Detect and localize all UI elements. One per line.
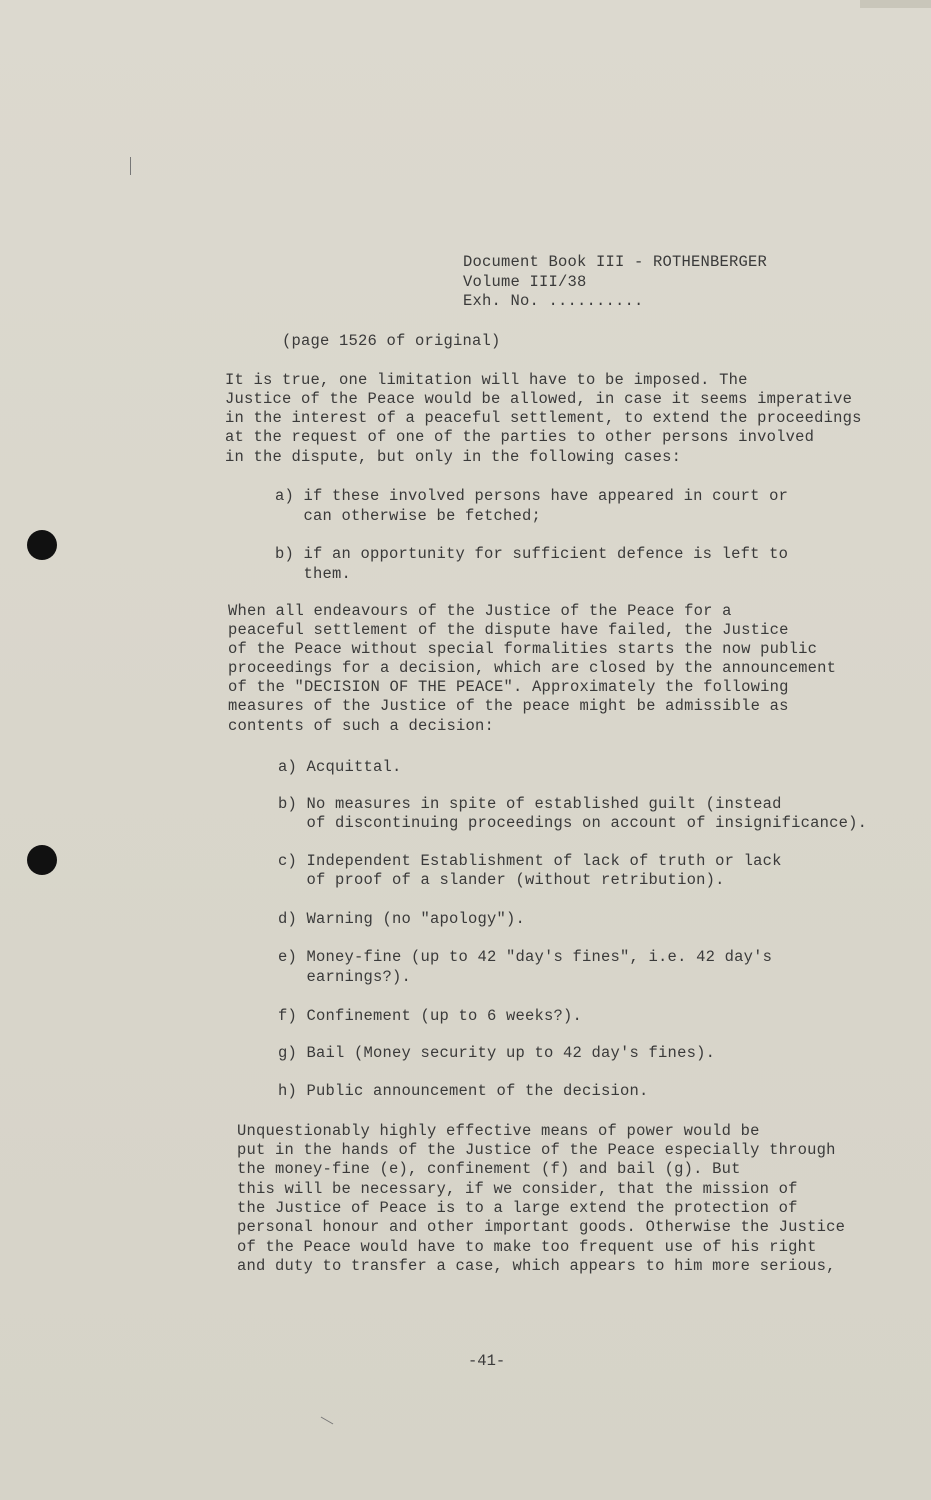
- paragraph-line: It is true, one limitation will have to be imposed. The: [225, 371, 748, 389]
- paragraph-line: peaceful settlement of the dispute have failed, the Justice: [228, 621, 789, 639]
- paper-mark: [321, 1417, 334, 1425]
- measure-item: e) Money-fine (up to 42 "day's fines", i.e. 42 day's: [278, 948, 773, 966]
- case-item: b) if an opportunity for sufficient defence is left to: [275, 545, 789, 563]
- paragraph-line: proceedings for a decision, which are closed by the announcement: [228, 659, 837, 677]
- paragraph-line: the money-fine (e), confinement (f) and bail (g). But: [237, 1160, 741, 1178]
- paragraph-line: contents of such a decision:: [228, 717, 495, 735]
- paragraph-line: the Justice of Peace is to a large extend the protection of: [237, 1199, 798, 1217]
- paragraph-line: Justice of the Peace would be allowed, in case it seems imperative: [225, 390, 853, 408]
- page-edge: [860, 0, 931, 8]
- volume-label: Volume III/38: [463, 273, 587, 291]
- paragraph-line: this will be necessary, if we consider, that the mission of: [237, 1180, 798, 1198]
- page-reference: (page 1526 of original): [282, 332, 501, 350]
- measure-item: a) Acquittal.: [278, 758, 402, 776]
- page-number: -41-: [468, 1352, 506, 1370]
- measure-item: h) Public announcement of the decision.: [278, 1082, 649, 1100]
- paragraph-line: in the dispute, but only in the following cases:: [225, 448, 682, 466]
- paragraph-line: measures of the Justice of the peace might be admissible as: [228, 697, 789, 715]
- document-book-title: Document Book III - ROTHENBERGER: [463, 253, 768, 271]
- paper-mark: [130, 157, 131, 175]
- paragraph-line: in the interest of a peaceful settlement, to extend the proceedings: [225, 409, 862, 427]
- paragraph-line: and duty to transfer a case, which appears to him more serious,: [237, 1257, 836, 1275]
- punch-hole: [27, 530, 57, 560]
- case-item: them.: [275, 565, 352, 583]
- paragraph-line: at the request of one of the parties to other persons involved: [225, 428, 815, 446]
- measure-item: f) Confinement (up to 6 weeks?).: [278, 1007, 583, 1025]
- measure-item: c) Independent Establishment of lack of truth or lack: [278, 852, 782, 870]
- paragraph-line: personal honour and other important goods. Otherwise the Justice: [237, 1218, 846, 1236]
- paragraph-line: put in the hands of the Justice of the Peace especially through: [237, 1141, 836, 1159]
- measure-item: earnings?).: [278, 968, 412, 986]
- case-item: can otherwise be fetched;: [275, 507, 542, 525]
- measure-item: d) Warning (no "apology").: [278, 910, 526, 928]
- paragraph-line: of the "DECISION OF THE PEACE". Approximately the following: [228, 678, 789, 696]
- paragraph-line: When all endeavours of the Justice of the Peace for a: [228, 602, 732, 620]
- paragraph-line: Unquestionably highly effective means of power would be: [237, 1122, 760, 1140]
- paragraph-line: of the Peace without special formalities starts the now public: [228, 640, 818, 658]
- punch-hole: [27, 845, 57, 875]
- exhibit-number: Exh. No. ..........: [463, 292, 644, 310]
- case-item: a) if these involved persons have appeared in court or: [275, 487, 789, 505]
- measure-item: b) No measures in spite of established guilt (instead: [278, 795, 782, 813]
- paragraph-line: of the Peace would have to make too frequent use of his right: [237, 1238, 817, 1256]
- measure-item: g) Bail (Money security up to 42 day's fines).: [278, 1044, 716, 1062]
- measure-item: of proof of a slander (without retribution).: [278, 871, 725, 889]
- measure-item: of discontinuing proceedings on account of insignificance).: [278, 814, 868, 832]
